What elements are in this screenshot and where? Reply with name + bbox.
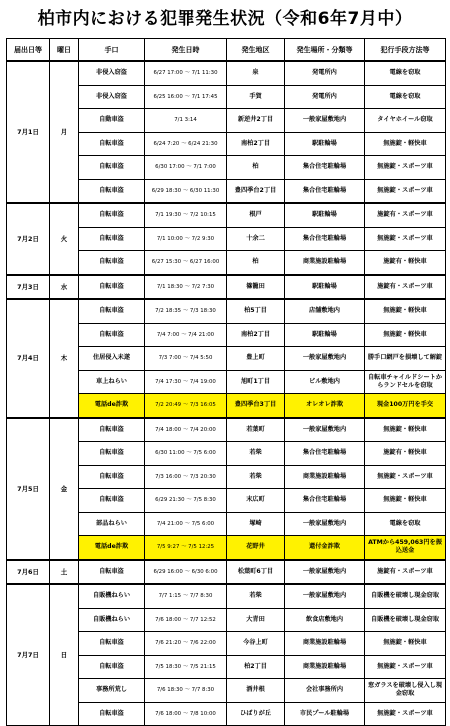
occurrence-time-cell: 6/29 16:00 ～ 6/30 6:00 <box>145 560 227 585</box>
area-cell: 大青田 <box>227 608 285 632</box>
report-date-cell: 7月6日 <box>7 560 50 585</box>
occurrence-time-cell: 6/29 21:30 ～ 7/5 8:30 <box>145 489 227 513</box>
occurrence-time-cell: 7/3 16:00 ～ 7/3 20:30 <box>145 465 227 489</box>
place-cell: 集合住宅駐輪場 <box>285 156 365 180</box>
occurrence-time-cell: 7/6 18:00 ～ 7/7 12:52 <box>145 608 227 632</box>
place-cell: ビル敷地内 <box>285 370 365 394</box>
crime-type-cell: 自転車盗 <box>79 299 145 323</box>
area-cell: 泉 <box>227 61 285 85</box>
report-date-cell: 7月7日 <box>7 584 50 726</box>
area-cell: 若柴 <box>227 465 285 489</box>
place-cell: 商業施設駐輪場 <box>285 632 365 656</box>
occurrence-time-cell: 7/3 7:00 ～ 7/4 5:50 <box>145 347 227 371</box>
occurrence-time-cell: 7/2 18:35 ～ 7/3 18:30 <box>145 299 227 323</box>
area-cell: 手賀 <box>227 85 285 109</box>
occurrence-time-cell: 7/6 18:30 ～ 7/7 8:30 <box>145 679 227 703</box>
table-row <box>7 584 446 608</box>
method-cell: ATMから459,063円を振込送金 <box>365 536 446 560</box>
area-cell: 柏2丁目 <box>227 655 285 679</box>
area-cell: 末広町 <box>227 489 285 513</box>
method-cell: 施錠有・軽快車 <box>365 251 446 275</box>
table-row <box>7 299 446 323</box>
area-cell: 南柏2丁目 <box>227 132 285 156</box>
table-row <box>7 203 446 227</box>
crime-type-cell: 電話de詐欺 <box>79 394 145 418</box>
weekday-cell: 土 <box>50 560 79 585</box>
crime-type-cell: 非侵入窃盗 <box>79 85 145 109</box>
place-cell: 商業施設駐輪場 <box>285 655 365 679</box>
header-occurrence-time: 発生日時 <box>145 39 227 62</box>
occurrence-time-cell: 7/7 1:15 ～ 7/7 8:30 <box>145 584 227 608</box>
crime-type-cell: 電話de詐欺 <box>79 536 145 560</box>
area-cell: 若柴 <box>227 442 285 466</box>
table-row <box>7 560 446 585</box>
area-cell: 新逆井2丁目 <box>227 109 285 133</box>
occurrence-time-cell: 7/1 18:30 ～ 7/2 7:30 <box>145 275 227 300</box>
place-cell: 商業施設駐輪場 <box>285 465 365 489</box>
area-cell: 柏 <box>227 156 285 180</box>
method-cell: 電線を窃取 <box>365 512 446 536</box>
occurrence-time-cell: 7/4 18:00 ～ 7/4 20:00 <box>145 418 227 442</box>
area-cell: 旭町1丁目 <box>227 370 285 394</box>
method-cell: 施錠有・軽快車 <box>365 442 446 466</box>
crime-type-cell: 住居侵入未遂 <box>79 347 145 371</box>
method-cell: 電線を窃取 <box>365 61 446 85</box>
area-cell: 柏 <box>227 251 285 275</box>
area-cell: 豊四季台2丁目 <box>227 179 285 203</box>
occurrence-time-cell: 7/4 7:00 ～ 7/4 21:00 <box>145 323 227 347</box>
place-cell: 駅駐輪場 <box>285 275 365 300</box>
area-cell: 根戸 <box>227 203 285 227</box>
place-cell: 飲食店敷地内 <box>285 608 365 632</box>
place-cell: 集合住宅駐輪場 <box>285 179 365 203</box>
place-cell: 会社事務所内 <box>285 679 365 703</box>
crime-type-cell: 自転車盗 <box>79 465 145 489</box>
place-cell: 還付金詐欺 <box>285 536 365 560</box>
area-cell: 松葉町6丁目 <box>227 560 285 585</box>
method-cell: タイヤホイール窃取 <box>365 109 446 133</box>
place-cell: 集合住宅駐輪場 <box>285 442 365 466</box>
weekday-cell: 日 <box>50 584 79 726</box>
crime-type-cell: 自転車盗 <box>79 418 145 442</box>
occurrence-time-cell: 7/5 9:27 ～ 7/5 12:25 <box>145 536 227 560</box>
occurrence-time-cell: 6/25 16:00 ～ 7/1 17:45 <box>145 85 227 109</box>
place-cell: 発電所内 <box>285 85 365 109</box>
place-cell: 駅駐輪場 <box>285 203 365 227</box>
crime-type-cell: 自転車盗 <box>79 442 145 466</box>
method-cell: 無施錠・スポーツ車 <box>365 465 446 489</box>
crime-table-body <box>7 61 446 726</box>
area-cell: 花野井 <box>227 536 285 560</box>
area-cell: 柏5丁目 <box>227 299 285 323</box>
place-cell: 一般家屋敷地内 <box>285 109 365 133</box>
table-header-row <box>7 39 446 62</box>
place-cell: 一般家屋敷地内 <box>285 512 365 536</box>
place-cell: 集合住宅駐輪場 <box>285 489 365 513</box>
method-cell: 無施錠・軽快車 <box>365 323 446 347</box>
area-cell: 今谷上町 <box>227 632 285 656</box>
report-date-cell: 7月1日 <box>7 61 50 203</box>
method-cell: 無施錠・スポーツ車 <box>365 227 446 251</box>
occurrence-time-cell: 6/30 17:00 ～ 7/1 7:00 <box>145 156 227 180</box>
crime-type-cell: 自転車盗 <box>79 632 145 656</box>
table-row <box>7 275 446 300</box>
place-cell: オレオレ詐欺 <box>285 394 365 418</box>
weekday-cell: 木 <box>50 299 79 418</box>
area-cell: 塚崎 <box>227 512 285 536</box>
report-date-cell: 7月2日 <box>7 203 50 275</box>
place-cell: 発電所内 <box>285 61 365 85</box>
method-cell: 自転車チャイルドシートからランドセルを窃取 <box>365 370 446 394</box>
area-cell: 南柏2丁目 <box>227 323 285 347</box>
crime-type-cell: 自転車盗 <box>79 702 145 726</box>
method-cell: 現金100万円を手交 <box>365 394 446 418</box>
occurrence-time-cell: 7/1 19:30 ～ 7/2 10:15 <box>145 203 227 227</box>
method-cell: 無施錠・軽快車 <box>365 489 446 513</box>
table-row <box>7 61 446 85</box>
place-cell: 店舗敷地内 <box>285 299 365 323</box>
crime-type-cell: 自転車盗 <box>79 203 145 227</box>
method-cell: 無施錠・軽快車 <box>365 132 446 156</box>
method-cell: 窓ガラスを破壊し侵入し現金窃取 <box>365 679 446 703</box>
place-cell: 一般家屋敷地内 <box>285 560 365 585</box>
crime-type-cell: 自転車盗 <box>79 251 145 275</box>
weekday-cell: 火 <box>50 203 79 275</box>
header-weekday: 曜日 <box>50 39 79 62</box>
method-cell: 施錠有・スポーツ車 <box>365 275 446 300</box>
crime-type-cell: 自転車盗 <box>79 227 145 251</box>
place-cell: 一般家屋敷地内 <box>285 347 365 371</box>
method-cell: 勝手口網戸を損壊して解錠 <box>365 347 446 371</box>
occurrence-time-cell: 7/4 21:00 ～ 7/5 6:00 <box>145 512 227 536</box>
crime-type-cell: 自転車盗 <box>79 132 145 156</box>
method-cell: 施錠有・スポーツ車 <box>365 560 446 585</box>
crime-type-cell: 自転車盗 <box>79 655 145 679</box>
method-cell: 無施錠・軽快車 <box>365 418 446 442</box>
crime-type-cell: 自転車盗 <box>79 179 145 203</box>
area-cell: 酒井根 <box>227 679 285 703</box>
report-date-cell: 7月5日 <box>7 418 50 560</box>
method-cell: 自販機を破壊し現金窃取 <box>365 584 446 608</box>
place-cell: 駅駐輪場 <box>285 323 365 347</box>
occurrence-time-cell: 7/2 20:49 ～ 7/3 16:05 <box>145 394 227 418</box>
page-title: 柏市内における犯罪発生状況（令和6年7月中） <box>37 9 413 29</box>
area-cell: 豊上町 <box>227 347 285 371</box>
header-place: 発生場所・分類等 <box>285 39 365 62</box>
crime-type-cell: 非侵入窃盗 <box>79 61 145 85</box>
method-cell: 自販機を破壊し現金窃取 <box>365 608 446 632</box>
crime-type-cell: 自販機ねらい <box>79 584 145 608</box>
header-crime-type: 手口 <box>79 39 145 62</box>
crime-type-cell: 車上ねらい <box>79 370 145 394</box>
header-method: 犯行手段方法等 <box>365 39 446 62</box>
method-cell: 無施錠・スポーツ車 <box>365 655 446 679</box>
occurrence-time-cell: 7/1 3:14 <box>145 109 227 133</box>
weekday-cell: 水 <box>50 275 79 300</box>
method-cell: 無施錠・スポーツ車 <box>365 702 446 726</box>
crime-type-cell: 自転車盗 <box>79 489 145 513</box>
occurrence-time-cell: 7/4 17:30 ～ 7/4 19:00 <box>145 370 227 394</box>
crime-type-cell: 自動車盗 <box>79 109 145 133</box>
crime-type-cell: 自転車盗 <box>79 560 145 585</box>
occurrence-time-cell: 6/27 17:00 ～ 7/1 11:30 <box>145 61 227 85</box>
method-cell: 無施錠・スポーツ車 <box>365 156 446 180</box>
method-cell: 施錠有・スポーツ車 <box>365 203 446 227</box>
crime-type-cell: 部品ねらい <box>79 512 145 536</box>
header-area: 発生地区 <box>227 39 285 62</box>
method-cell: 電線を窃取 <box>365 85 446 109</box>
place-cell: 商業施設駐輪場 <box>285 251 365 275</box>
place-cell: 一般家屋敷地内 <box>285 584 365 608</box>
occurrence-time-cell: 7/6 21:20 ～ 7/6 22:00 <box>145 632 227 656</box>
crime-type-cell: 自転車盗 <box>79 156 145 180</box>
method-cell: 無施錠・スポーツ車 <box>365 179 446 203</box>
occurrence-time-cell: 7/1 10:00 ～ 7/2 9:30 <box>145 227 227 251</box>
crime-type-cell: 事務所荒し <box>79 679 145 703</box>
area-cell: 十余二 <box>227 227 285 251</box>
crime-type-cell: 自転車盗 <box>79 275 145 300</box>
report-date-cell: 7月3日 <box>7 275 50 300</box>
place-cell: 一般家屋敷地内 <box>285 418 365 442</box>
crime-type-cell: 自転車盗 <box>79 323 145 347</box>
area-cell: 豊四季台3丁目 <box>227 394 285 418</box>
occurrence-time-cell: 7/5 18:30 ～ 7/5 21:15 <box>145 655 227 679</box>
area-cell: ひばりが丘 <box>227 702 285 726</box>
method-cell: 無施錠・軽快車 <box>365 299 446 323</box>
header-report-date: 届出日等 <box>7 39 50 62</box>
weekday-cell: 金 <box>50 418 79 560</box>
place-cell: 駅駐輪場 <box>285 132 365 156</box>
area-cell: 若葉町 <box>227 418 285 442</box>
crime-table <box>6 38 446 726</box>
place-cell: 市民プール駐輪場 <box>285 702 365 726</box>
occurrence-time-cell: 6/30 11:00 ～ 7/5 6:00 <box>145 442 227 466</box>
occurrence-time-cell: 7/6 18:00 ～ 7/8 10:00 <box>145 702 227 726</box>
occurrence-time-cell: 6/29 18:30 ～ 6/30 11:30 <box>145 179 227 203</box>
report-date-cell: 7月4日 <box>7 299 50 418</box>
area-cell: 若柴 <box>227 584 285 608</box>
method-cell: 無施錠・軽快車 <box>365 632 446 656</box>
table-row <box>7 418 446 442</box>
crime-type-cell: 自販機ねらい <box>79 608 145 632</box>
area-cell: 篠籠田 <box>227 275 285 300</box>
place-cell: 集合住宅駐輪場 <box>285 227 365 251</box>
occurrence-time-cell: 6/27 15:30 ～ 6/27 16:00 <box>145 251 227 275</box>
occurrence-time-cell: 6/24 7:20 ～ 6/24 21:30 <box>145 132 227 156</box>
weekday-cell: 月 <box>50 61 79 203</box>
